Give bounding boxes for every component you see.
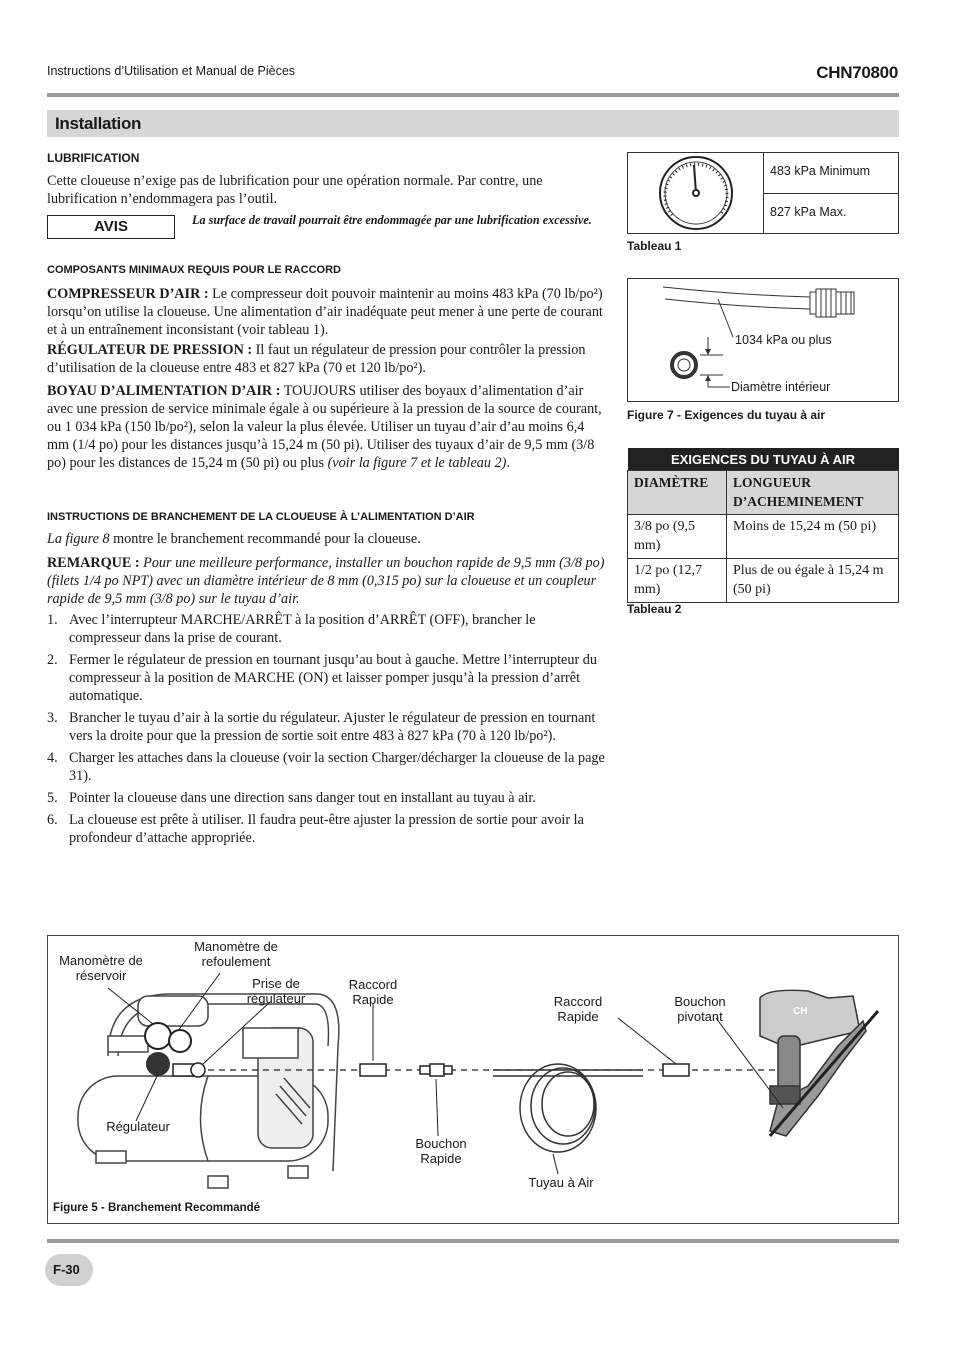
intro-text: montre le branchement recommandé pour la cloueuse. [109,531,421,547]
tableau-1-min: 483 kPa Minimum [770,164,871,178]
step-number: 5. [47,790,58,806]
tableau-2-caption: Tableau 2 [627,602,682,616]
tableau-2-col-diametre: DIAMÈTRE [628,471,727,515]
section-title: Installation [55,114,142,133]
step-text: Pointer la cloueuse dans une direction sans danger tout en installant au tuyau à air. [69,790,536,806]
connection-diagram [48,936,898,1223]
section-title-bar [47,110,899,137]
list-item [47,811,609,847]
boyau-text: TOUJOURS utiliser des boyaux d’alimentation d’air avec une pression de service minimale égale à ou supérieure à la pression de la source de courant, ou 1 034 kPa (150 lb/po²), selon la valeur la plus élevée. Utiliser un tuyau d’air d’au moins 6,4 mm (1/4 po) pour les distances jusqu’à 15,24 m (50 pi). Utiliser des tuyaux d’air de 9,5 mm (3/8 po) pour les distances de 15,24 m (50 pi) ou plus [47,383,602,471]
remarque-label: REMARQUE : [47,555,140,571]
table-cell: 3/8 po (9,5 mm) [628,515,727,559]
figure-7-caption: Figure 7 - Exigences du tuyau à air [627,408,826,422]
tableau-1-caption: Tableau 1 [627,239,682,253]
tableau-2-col-longueur: LONGUEUR D’ACHEMINEMENT [727,471,899,515]
list-item [47,651,609,705]
lubrification-heading: LUBRIFICATION [47,151,140,165]
label-tuyau-air: Tuyau à Air [528,1175,594,1190]
label-raccord-rapide-2: Raccord Rapide [553,994,603,1024]
tableau-2 [627,448,899,603]
remarque-text: Pour une meilleure performance, installer un bouchon rapide de 9,5 mm (3/8 po) (filets 1/4 po NPT) avec un diamètre intérieur de 8 mm (0,315 po) sur la cloueuse et un coupleur rapide de 9,5 mm (3/8 po) sur le tuyau d’air. [47,555,605,607]
regulateur-label: RÉGULATEUR DE PRESSION : [47,342,253,358]
remarque-paragraph [47,554,609,608]
table-cell: Moins de 15,24 m (50 pi) [727,515,899,559]
tableau-1-max: 827 kPa Max. [770,205,847,219]
list-item [47,709,609,745]
step-number: 2. [47,652,58,668]
steps-list [47,611,609,851]
lubrification-text: Cette cloueuse n’exige pas de lubrification pour une opération normale. Par contre, une lubrification n’endommagera pas l’outil. [47,173,543,207]
avis-text: La surface de travail pourrait être endommagée par une lubrification excessive. [192,213,592,227]
compresseur-label: COMPRESSEUR D’AIR : [47,286,209,302]
step-text: Charger les attaches dans la cloueuse (voir la section Charger/décharger la cloueuse de la page 31). [69,750,605,784]
compresseur-paragraph [47,285,605,339]
boyau-reference: (voir la figure 7 et le tableau 2) [327,455,507,471]
step-number: 3. [47,710,58,726]
tableau-1 [627,152,899,234]
list-item [47,611,609,647]
branchement-intro [47,530,605,548]
step-text: Fermer le régulateur de pression en tournant jusqu’au bout à gauche. Mettre l’interrupteur du compresseur à la position de MARCHE (ON) et laisser pomper jusqu’à la pression d’arrêt automatique. [69,652,597,704]
compresseur-text: Le compresseur doit pouvoir maintenir au moins 483 kPa (70 lb/po²) lorsqu’on utilise la cloueuse. Une alimentation d’air inadéquate peut mener à une perte de courant et à un entraînement inconsistant (voir tableau 1). [47,286,603,338]
figure-5 [47,935,899,1224]
label-manometre-refoulement: Manomètre de refoulement [194,939,278,969]
page-number: F-30 [53,1262,80,1277]
figure-reference: La figure 8 [47,531,110,547]
branchement-heading: INSTRUCTIONS DE BRANCHEMENT DE LA CLOUEUSE À L’ALIMENTATION D’AIR [47,511,475,523]
label-prise-regulateur: Prise de régulateur [246,976,306,1006]
step-number: 1. [47,612,58,628]
list-item [47,749,609,785]
composants-heading: COMPOSANTS MINIMAUX REQUIS POUR LE RACCORD [47,264,341,276]
page-number-badge [45,1254,93,1286]
boyau-paragraph [47,382,609,472]
tableau-2-title: EXIGENCES DU TUYAU À AIR [628,448,899,471]
header-divider [47,93,899,97]
figure-5-caption: Figure 5 - Branchement Recommandé [53,1202,261,1214]
model-number: CHN70800 [816,63,898,82]
regulateur-paragraph [47,341,605,377]
footer-divider [47,1239,899,1243]
step-text: Brancher le tuyau d’air à la sortie du régulateur. Ajuster le régulateur de pression en tournant vers la droite pour que la pression de sortie soit entre 483 à 827 kPa (70 à 120 lb/po²). [69,710,596,744]
boyau-label: BOYAU D’ALIMENTATION D’AIR : [47,383,281,399]
list-item [47,789,609,807]
tool-logo: CH [793,1006,808,1017]
label-bouchon-pivotant: Bouchon pivotant [674,994,726,1024]
step-text: Avec l’interrupteur MARCHE/ARRÊT à la position d’ARRÊT (OFF), brancher le compresseur dans la prise de courant. [69,612,536,646]
table-row [628,559,899,603]
boyau-end: . [506,455,510,471]
manual-title: Instructions d’Utilisation et Manual de Pièces [47,64,296,78]
table-cell: Plus de ou égale à 15,24 m (50 pi) [727,559,899,603]
label-raccord-rapide-1: Raccord Rapide [348,977,398,1007]
label-bouchon-rapide: Bouchon Rapide [415,1136,467,1166]
figure-7 [627,278,899,402]
step-text: La cloueuse est prête à utiliser. Il faudra peut-être ajuster la pression de sortie pour avoir la profondeur d’attache appropriée. [69,812,584,846]
step-number: 6. [47,812,58,828]
regulateur-text: Il faut un régulateur de pression pour contrôler la pression d’utilisation de la cloueuse entre 483 et 827 kPa (70 et 120 lb/po²). [47,342,586,376]
step-number: 4. [47,750,58,766]
table-row [628,515,899,559]
label-manometre-reservoir: Manomètre de réservoir [59,953,143,983]
label-regulateur: Régulateur [106,1119,170,1134]
table-cell: 1/2 po (12,7 mm) [628,559,727,603]
hose-diameter-label: Diamètre intérieur [731,380,831,394]
avis-badge: AVIS [47,215,175,239]
pressure-gauge-icon [628,153,763,233]
hose-pressure-label: 1034 kPa ou plus [735,333,832,347]
